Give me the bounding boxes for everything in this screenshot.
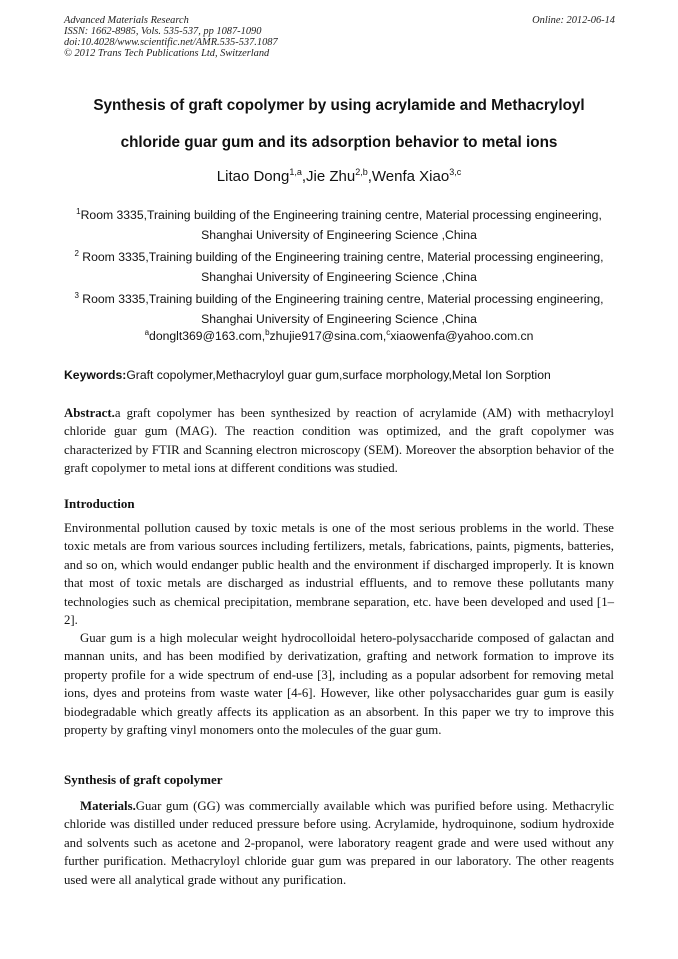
keywords-label: Keywords: <box>64 368 127 382</box>
materials-paragraph <box>64 797 614 889</box>
abstract-text: a graft copolymer has been synthesized by reaction of acrylamide (AM) with methacryloyl chloride guar gum (MAG). The reaction condition was optimized, and the graft copolymer was characterized by FTIR and Scanning electron microscopy (SEM). Moreover the absorption behavior of the graft copolymer to metal ions at different conditions was studied. <box>64 406 614 476</box>
email-sup: a <box>144 328 150 337</box>
title-line-1: Synthesis of graft copolymer by using acrylamide and Methacryloyl <box>93 97 585 114</box>
affiliation-line: Room 3335,Training building of the Engineering training centre, Material processing engineering, <box>80 208 602 223</box>
materials-text: Guar gum (GG) was commercially available which was purified before using. Methacrylic chloride was distilled under reduced pressure before using. Acrylamide, hydroquinone, sodium hydroxide and solvents such as acetone and 2-propanol, were laboratory reagent grade and were used without any further purification. Methacryloyl chloride guar gum was prepared in our laboratory. The other reagents used were all analytical grade without any purification. <box>64 799 614 887</box>
email-link[interactable]: xiaowenfa@yahoo.com.cn <box>390 329 534 344</box>
paper-title <box>40 87 638 161</box>
author-name: ,Wenfa Xiao <box>367 168 450 185</box>
journal-name: Advanced Materials Research <box>64 15 189 26</box>
affiliation <box>50 202 628 245</box>
journal-doi: doi:10.4028/www.scientific.net/AMR.535-537.1087 <box>64 37 278 48</box>
author-name: Litao Dong <box>216 168 290 185</box>
email-link[interactable]: donglt369@163.com, <box>149 329 266 344</box>
author-sup: 2,b <box>355 167 368 177</box>
affiliation-line: Shanghai University of Engineering Science ,China <box>201 227 477 242</box>
email-sup: c <box>386 328 391 337</box>
keywords-text: Graft copolymer,Methacryloyl guar gum,surface morphology,Metal Ion Sorption <box>126 368 551 382</box>
online-date: Online: 2012-06-14 <box>532 15 615 26</box>
email-link[interactable]: zhujie917@sina.com, <box>269 329 387 344</box>
affiliation <box>50 244 628 287</box>
title-line-2: chloride guar gum and its adsorption behavior to metal ions <box>120 134 558 151</box>
affiliation-sup: 1 <box>76 207 81 216</box>
author-list <box>40 167 638 185</box>
keywords <box>64 368 624 382</box>
section-heading-synthesis: Synthesis of graft copolymer <box>64 772 223 787</box>
abstract <box>64 404 614 478</box>
section-heading-introduction: Introduction <box>64 496 135 511</box>
materials-label: Materials. <box>80 799 136 813</box>
author-sup: 3,c <box>449 167 462 177</box>
affiliation-sup: 3 <box>74 291 79 300</box>
affiliation-line: Room 3335,Training building of the Engineering training centre, Material processing engineering, <box>78 250 604 265</box>
author-sup: 1,a <box>289 167 302 177</box>
affiliation-line: Shanghai University of Engineering Science ,China <box>201 269 477 284</box>
journal-copyright: © 2012 Trans Tech Publications Ltd, Switzerland <box>64 48 270 59</box>
journal-header <box>64 15 278 59</box>
affiliation-line: Shanghai University of Engineering Science ,China <box>201 311 477 326</box>
email-sup: b <box>265 328 270 337</box>
journal-issn: ISSN: 1662-8985, Vols. 535-537, pp 1087-1090 <box>64 26 262 37</box>
affiliation-sup: 2 <box>74 249 79 258</box>
author-name: ,Jie Zhu <box>301 168 356 185</box>
introduction-paragraph-1: Environmental pollution caused by toxic metals is one of the most serious problems in the world. These toxic metals are from various sources including fertilizers, metals, fabrications, paints, pigments, batteries, and so on, which would endanger public health and the environment if discharged improperly. It is known that most of toxic metals are discharged as industrial effluents, and to remove these pollutants many technologies such as chemical precipitation, membrane separation, etc. have been developed and used [1–2]. <box>64 521 614 628</box>
introduction-paragraph-2: Guar gum is a high molecular weight hydrocolloidal hetero-polysaccharide composed of galactan and mannan units, and has been modified by derivatization, grafting and network formation to improve its property profile for a wide spectrum of end-use [3], including as a popular adsorbent for removing metal ions, dyes and proteins from waste water [4-6]. However, like other polysaccharides guar gum is easily biodegradable which greatly affects its application as an absorbent. In this paper we try to improve this property by grafting vinyl monomers onto the molecules of the guar gum. <box>64 631 614 738</box>
abstract-label: Abstract. <box>64 406 115 420</box>
affiliation-line: Room 3335,Training building of the Engineering training centre, Material processing engineering, <box>78 292 604 307</box>
email-list <box>40 328 638 343</box>
affiliation <box>50 286 628 329</box>
